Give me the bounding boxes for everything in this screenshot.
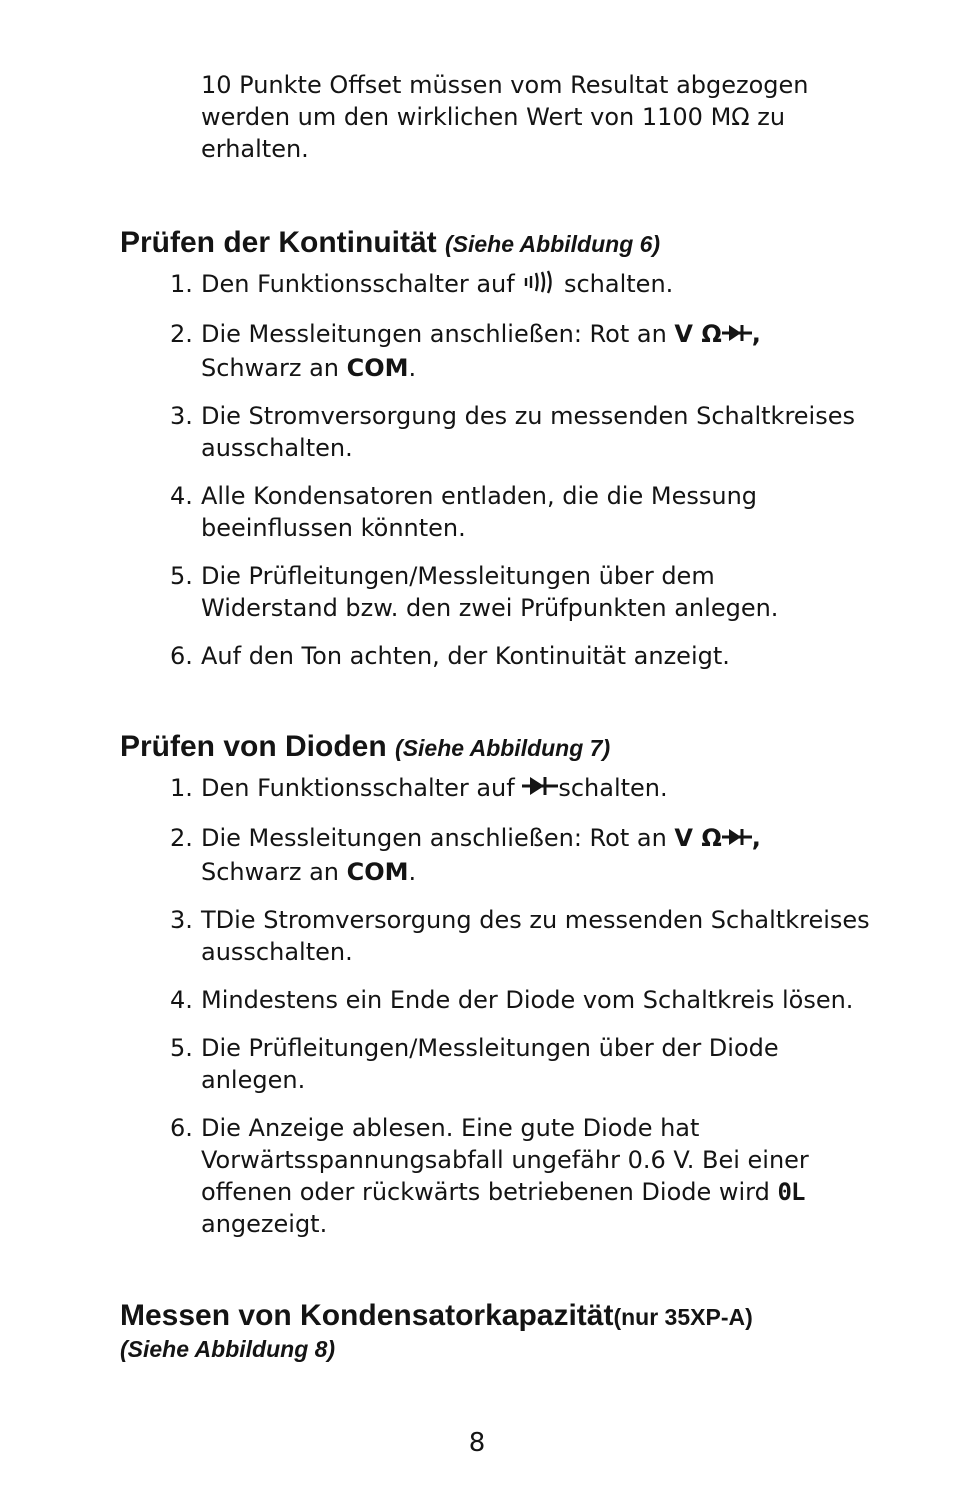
diode-steps [0, 772, 900, 1256]
list-item: 6. Auf den Ton achten, der Kontinuität anzeigt. [170, 642, 730, 670]
continuity-steps [0, 268, 900, 688]
section-heading-diodes: Prüfen von Dioden (Siehe Abbildung 7) [120, 730, 611, 763]
list-item: 4. Alle Kondensatoren entladen, die die Messung beeinflussen könnten. [170, 482, 758, 542]
list-item: 2. Die Messleitungen anschließen: Rot an V Ω , Schwarz an COM. [170, 320, 761, 382]
list-item: 5. Die Prüfleitungen/Messleitungen über dem Widerstand bzw. den zwei Prüfpunkten anlegen. [170, 562, 779, 622]
display-overload-readout: 0L [777, 1178, 805, 1206]
list-item: 6. Die Anzeige ablesen. Eine gute Diode hat Vorwärtsspannungsabfall ungefähr 0.6 V. Bei einer offenen oder rückwärts betriebenen Diode wird 0L angezeigt. [170, 1114, 809, 1238]
continuity-icon [522, 270, 556, 302]
list-item: 5. Die Prüfleitungen/Messleitungen über der Diode anlegen. [170, 1034, 779, 1094]
list-item: 1. Den Funktionsschalter auf schalten. [0, 268, 900, 302]
list-item: 2. Die Messleitungen anschließen: Rot an V Ω , Schwarz an COM. [170, 824, 761, 886]
list-item: 3. TDie Stromversorgung des zu messenden Schaltkreises ausschalten. [170, 906, 870, 966]
diode-icon [722, 320, 752, 352]
list-item: 1. Den Funktionsschalter auf schalten. [0, 772, 900, 806]
page-number: 8 [468, 1428, 486, 1458]
diode-icon [522, 774, 558, 806]
list-item: 3. Die Stromversorgung des zu messenden Schaltkreises ausschalten. [170, 402, 855, 462]
section-heading-capacitance: Messen von Kondensatorkapazität(nur 35XP-A) (Siehe Abbildung 8) [120, 1299, 753, 1362]
diode-icon [722, 824, 752, 856]
intro-paragraph: 10 Punkte Offset müssen vom Resultat abgezogen werden um den wirklichen Wert von 1100 MΩ zu erhalten. [201, 71, 809, 163]
section-heading-continuity: Prüfen der Kontinuität (Siehe Abbildung 6) [120, 226, 661, 259]
list-item: 4. Mindestens ein Ende der Diode vom Schaltkreis lösen. [170, 986, 854, 1014]
